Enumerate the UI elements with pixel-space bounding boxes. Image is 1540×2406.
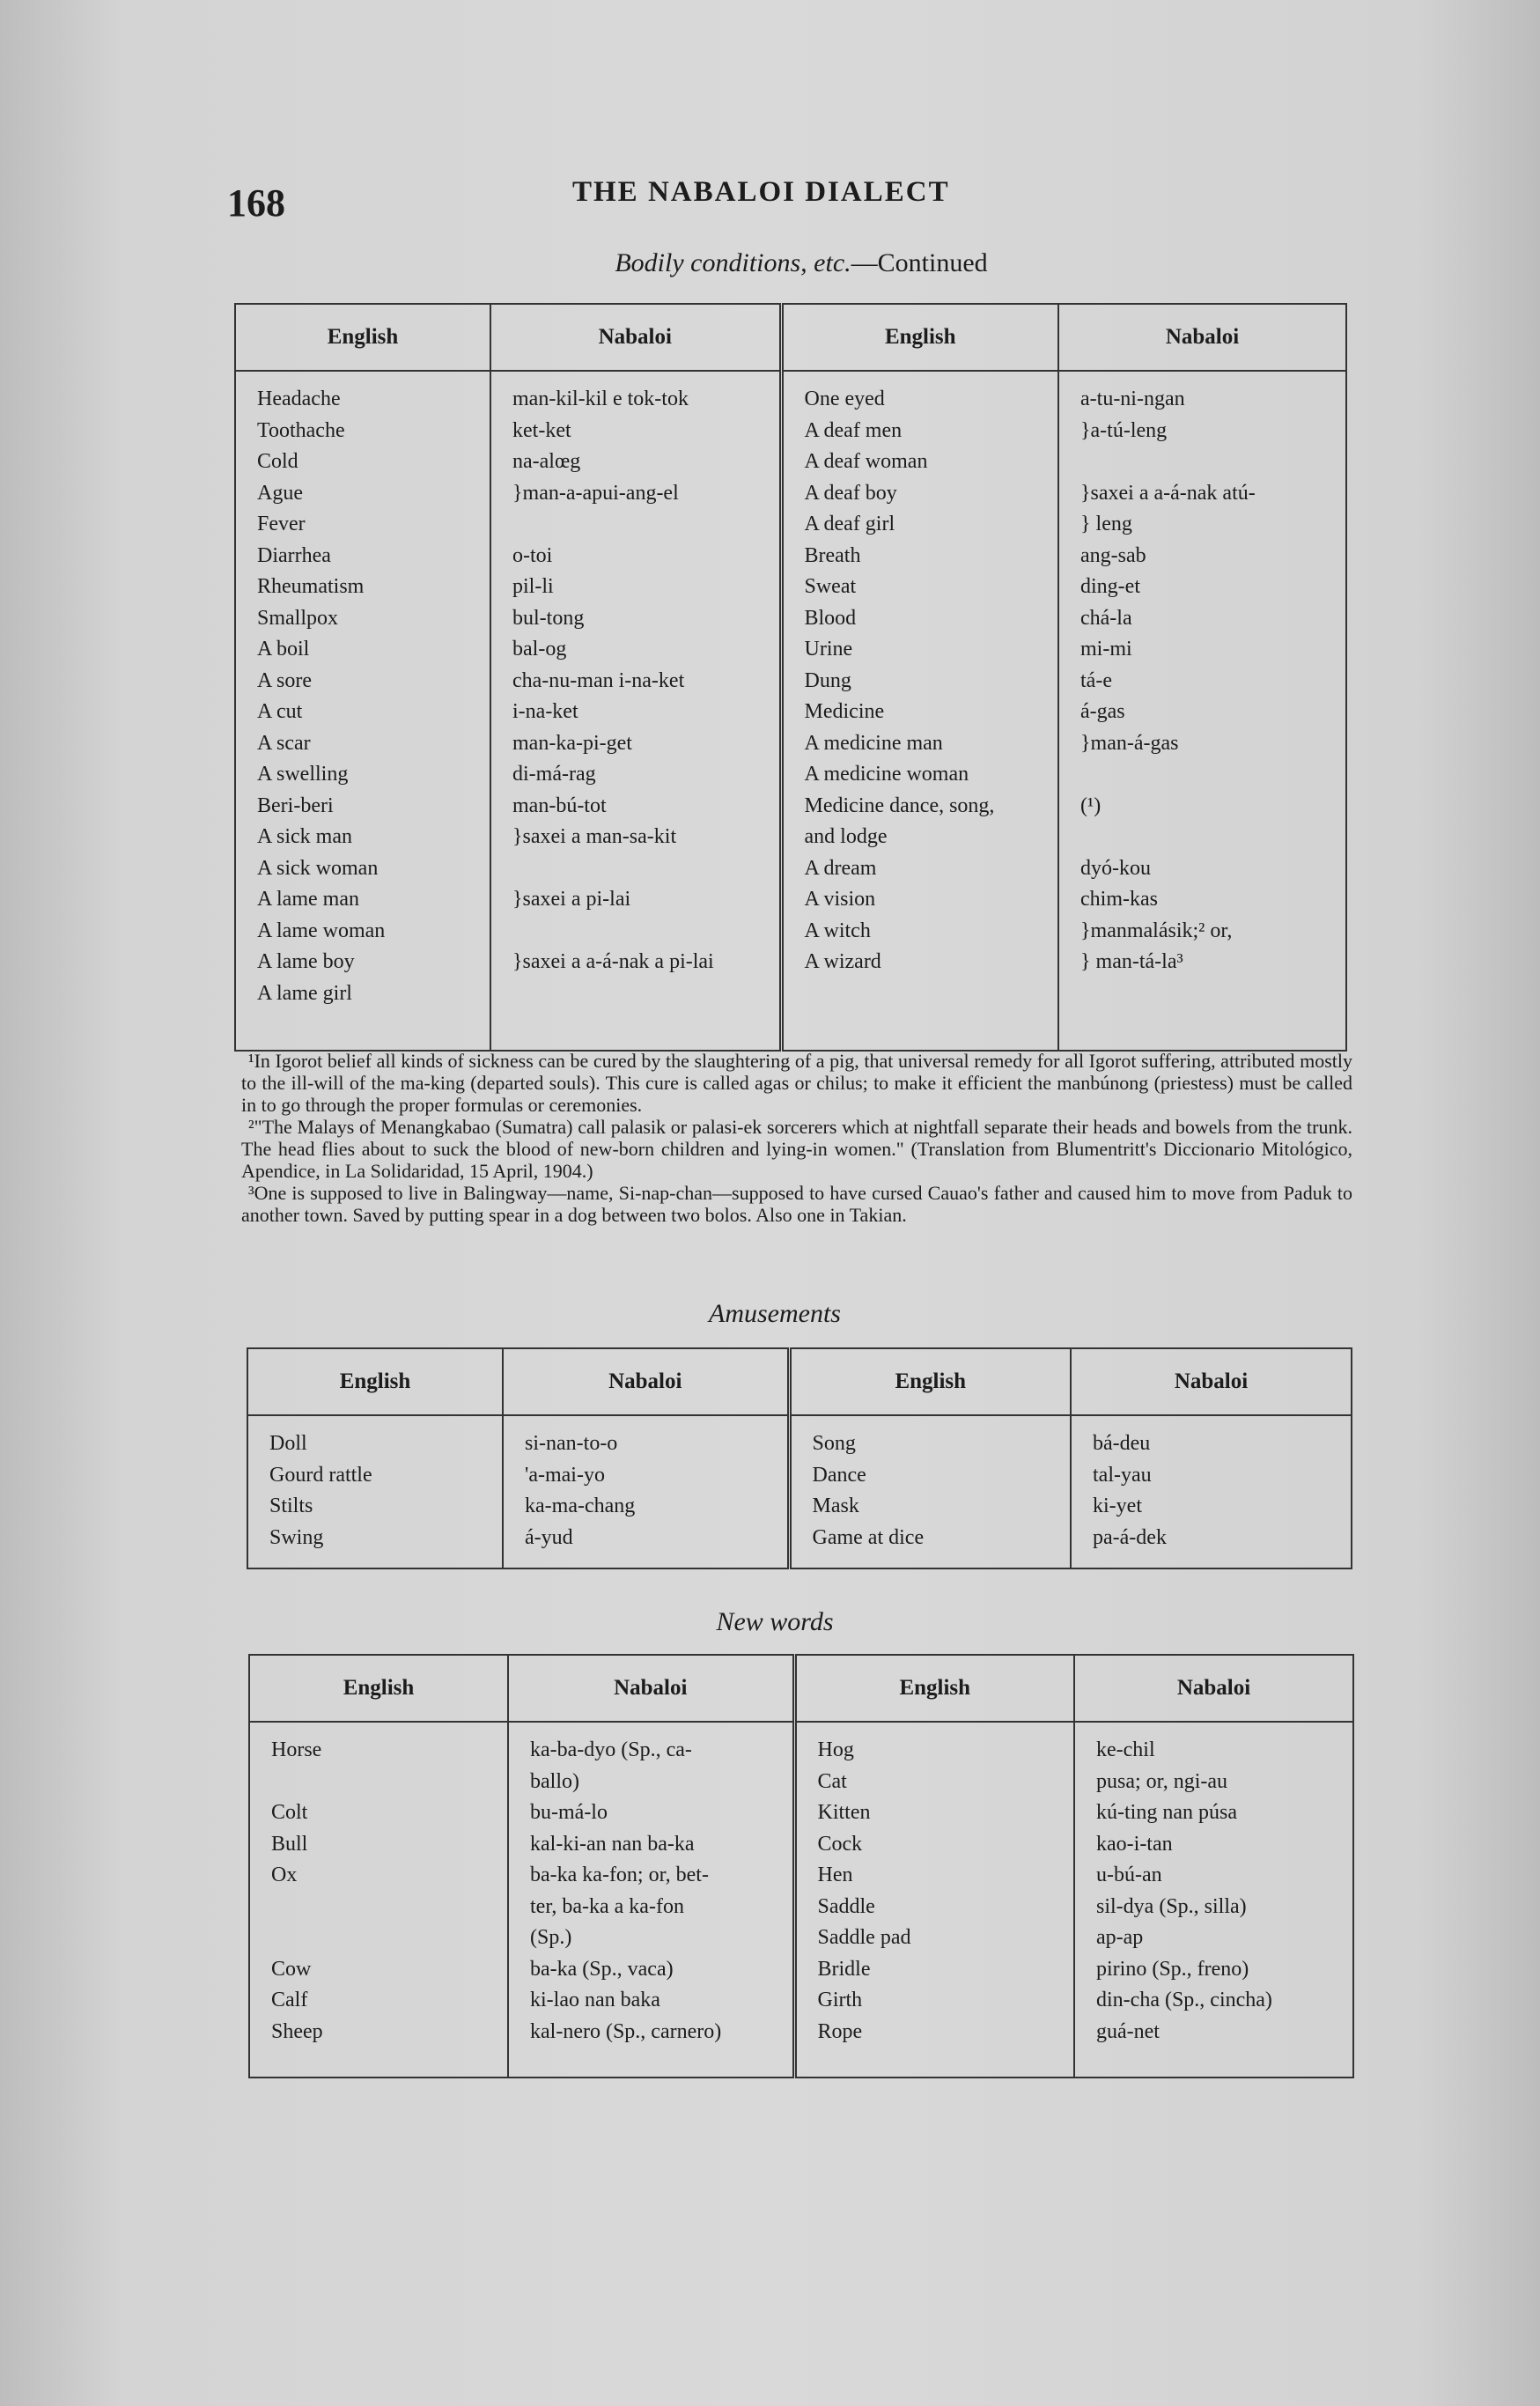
table-cell: Stilts [269, 1495, 313, 1517]
table-cell: Smallpox [257, 606, 339, 630]
table-cell: Rheumatism [257, 575, 365, 598]
table-cell: A vision [804, 888, 876, 911]
table-cell: A witch [804, 919, 871, 942]
table-cell: ba-ka (Sp., vaca) [530, 1957, 674, 1981]
nabaloi-column [490, 371, 781, 1051]
table-cell: Gourd rattle [269, 1463, 372, 1487]
table-cell: ter, ba-ka a ka-fon [530, 1894, 684, 1918]
table-cell: Ox [271, 1864, 298, 1886]
table-cell: Girth [817, 1989, 863, 2011]
table-body-row [235, 371, 1346, 1051]
table-header-row [247, 1348, 1352, 1415]
table-cell: } leng [1080, 513, 1132, 535]
table-cell: ba-ka ka-fon; or, bet- [530, 1864, 709, 1886]
nabaloi-column [508, 1722, 794, 2078]
table-cell: A boil [257, 638, 310, 661]
table-cell: }man-a-apui-ang-el [512, 481, 679, 505]
column-header: Nabaloi [508, 1655, 794, 1722]
section-title-amusements: Amusements [709, 1299, 841, 1328]
table-cell: ke-chil [1096, 1738, 1155, 1761]
table-cell: Colt [271, 1801, 308, 1824]
table-cell: Bridle [817, 1957, 871, 1981]
section-title-bodily-conditions [440, 248, 1162, 278]
column-header: English [781, 304, 1058, 371]
table-cell: Hen [817, 1864, 853, 1886]
table-cell: bul-tong [512, 606, 585, 630]
table-cell: A sick man [257, 825, 352, 848]
table-cell: mi-mi [1080, 638, 1132, 661]
table-cell: }man-á-gas [1080, 731, 1179, 755]
table-cell: ang-sab [1080, 543, 1146, 567]
table-cell [271, 1923, 495, 1954]
footnote: ³One is supposed to live in Balingway—name, Si-nap-chan—supposed to have cursed Cauao's father and caused him to move from Paduk to another town. Saved by putting spear in a dog between two bolos. Also one in Takian. [241, 1182, 1352, 1226]
table-cell: tal-yau [1093, 1463, 1152, 1487]
column-header: English [235, 304, 490, 371]
table-cell: A deaf woman [804, 450, 928, 473]
column-header: Nabaloi [1074, 1655, 1353, 1722]
table-cell: A medicine woman [804, 763, 969, 786]
table-cell: A lame man [257, 888, 359, 911]
table-cell [512, 978, 767, 1010]
table-cell: dyó-kou [1080, 856, 1151, 880]
table-cell: A deaf men [804, 418, 903, 442]
table-cell: Swing [269, 1525, 324, 1549]
nabaloi-column [503, 1415, 789, 1568]
table-cell: (¹) [1080, 793, 1102, 817]
nabaloi-column [1058, 371, 1346, 1051]
table-cell: kal-ki-an nan ba-ka [530, 1832, 695, 1856]
table-cell: bu-má-lo [530, 1801, 608, 1824]
table-cell: A lame girl [257, 981, 352, 1005]
table-cell: A sore [257, 668, 312, 692]
table-cell: kú-ting nan púsa [1096, 1801, 1237, 1824]
table-cell [271, 1892, 495, 1923]
table-cell: Kitten [817, 1801, 871, 1824]
table-cell: Saddle pad [817, 1926, 911, 1949]
table-cell: ballo) [530, 1769, 579, 1793]
table-cell: pa-á-dek [1093, 1525, 1167, 1549]
table-cell: bal-og [512, 638, 567, 661]
table-cell: a-tu-ni-ngan [1080, 387, 1185, 410]
table-cell: A lame woman [257, 919, 386, 942]
table-cell: A deaf girl [804, 513, 895, 535]
table-cell: kao-i-tan [1096, 1832, 1173, 1856]
table-cell: Sheep [271, 2019, 323, 2043]
column-header: English [794, 1655, 1074, 1722]
bodily-conditions-table [234, 303, 1347, 1052]
table-cell: si-nan-to-o [525, 1432, 618, 1455]
table-cell: }manmalásik;² or, [1080, 919, 1233, 942]
table-cell: Headache [257, 387, 341, 410]
table-cell: ding-et [1080, 575, 1140, 598]
table-cell: chim-kas [1080, 888, 1158, 911]
table-cell: sil-dya (Sp., silla) [1096, 1894, 1247, 1918]
table-cell: man-kil-kil e tok-tok [512, 387, 689, 410]
table-cell: Hog [817, 1738, 854, 1761]
table-cell [512, 916, 767, 948]
table-cell: Saddle [817, 1894, 875, 1918]
table-cell: }saxei a a-á-nak a pi-lai [512, 950, 714, 973]
table-cell: á-yud [525, 1525, 573, 1549]
table-cell: Fever [257, 513, 306, 535]
table-cell: Mask [812, 1495, 859, 1517]
table-cell: A swelling [257, 763, 349, 786]
continued-label: —Continued [851, 248, 988, 277]
footnote: ²"The Malays of Menangkabao (Sumatra) call palasik or palasi-ek sorcerers which at nightfall separate their heads and bowels from the trunk. The head flies about to suck the blood of new-born children and lying-in women." (Translation from Blumentritt's Diccionario Mitológico, Apendice, in La Solidaridad, 15 April, 1904.) [241, 1116, 1352, 1182]
english-column [235, 371, 490, 1051]
table-cell: }saxei a pi-lai [512, 888, 631, 911]
table-cell: Cock [817, 1832, 863, 1856]
column-header: English [789, 1348, 1071, 1415]
table-cell: bá-deu [1093, 1432, 1151, 1455]
table-cell: kal-nero (Sp., carnero) [530, 2019, 722, 2043]
table-cell: cha-nu-man i-na-ket [512, 668, 685, 692]
table-cell: pil-li [512, 575, 554, 598]
table-cell: Blood [804, 606, 857, 630]
table-cell: Cat [817, 1769, 847, 1793]
nabaloi-column [1074, 1722, 1353, 2078]
table-cell: pirino (Sp., freno) [1096, 1957, 1249, 1981]
table-cell: ka-ba-dyo (Sp., ca- [530, 1738, 692, 1761]
table-cell: One eyed [804, 387, 885, 410]
table-header-row [235, 304, 1346, 371]
column-header: English [249, 1655, 508, 1722]
table-cell: Medicine dance, song, [804, 793, 995, 817]
table-cell: man-bú-tot [512, 793, 607, 817]
table-header-row [249, 1655, 1353, 1722]
table-cell [271, 1767, 495, 1798]
table-cell: Dung [804, 668, 851, 692]
table-cell: Horse [271, 1738, 322, 1761]
nabaloi-column [1071, 1415, 1352, 1568]
column-header: Nabaloi [490, 304, 781, 371]
table-cell: di-má-rag [512, 763, 596, 786]
table-cell: ki-yet [1093, 1495, 1142, 1517]
table-cell: guá-net [1096, 2019, 1160, 2043]
table-cell: A deaf boy [804, 481, 897, 505]
table-cell: and lodge [804, 825, 888, 848]
table-cell: Calf [271, 1989, 308, 2011]
table-cell: A cut [257, 700, 303, 723]
table-cell: Cold [257, 450, 298, 473]
table-cell: Dance [812, 1463, 866, 1487]
table-cell: Sweat [804, 575, 857, 598]
amusements-table [247, 1347, 1352, 1569]
new-words-table [248, 1654, 1354, 2078]
table-cell [1080, 759, 1333, 791]
running-head: THE NABALOI DIALECT [572, 176, 950, 208]
table-cell: pusa; or, ngi-au [1096, 1769, 1228, 1793]
table-cell: Game at dice [812, 1525, 925, 1549]
english-column [249, 1722, 508, 2078]
table-cell: A scar [257, 731, 311, 755]
table-cell: A lame boy [257, 950, 355, 973]
table-cell: Urine [804, 638, 853, 661]
english-column [789, 1415, 1071, 1568]
table-cell: Diarrhea [257, 543, 331, 567]
table-cell: Doll [269, 1432, 307, 1455]
table-cell: }a-tú-leng [1080, 418, 1168, 442]
table-cell: Song [812, 1432, 856, 1455]
column-header: Nabaloi [1071, 1348, 1352, 1415]
page-number: 168 [227, 181, 285, 225]
table-cell: Beri-beri [257, 793, 334, 817]
table-cell: 'a-mai-yo [525, 1463, 605, 1487]
section-title-new-words: New words [716, 1607, 834, 1636]
english-column [781, 371, 1058, 1051]
table-cell [512, 509, 767, 541]
table-cell: ki-lao nan baka [530, 1989, 660, 2011]
footnotes [241, 1050, 1352, 1226]
table-cell: A dream [804, 856, 877, 880]
table-cell: u-bú-an [1096, 1864, 1162, 1886]
table-cell: }saxei a man-sa-kit [512, 825, 677, 848]
table-cell [1080, 822, 1333, 853]
english-column [247, 1415, 503, 1568]
table-cell: Bull [271, 1832, 308, 1856]
table-cell: o-toi [512, 543, 553, 567]
table-cell: Rope [817, 2019, 863, 2043]
footnote: ¹In Igorot belief all kinds of sickness can be cured by the slaughtering of a pig, that universal remedy for all Igorot suffering, attributed mostly to the ill-will of the ma-king (departed souls). This cure is called agas or chilus; to make it efficient the manbúnong (priestess) must be called in to go through the proper formulas or ceremonies. [241, 1050, 1352, 1116]
table-cell: Toothache [257, 418, 345, 442]
table-cell: A sick woman [257, 856, 379, 880]
table-cell: A medicine man [804, 731, 943, 755]
table-cell: } man-tá-la³ [1080, 950, 1183, 973]
table-cell: Cow [271, 1957, 312, 1981]
table-body-row [247, 1415, 1352, 1568]
table-cell: Breath [804, 543, 861, 567]
section-title-text: Bodily conditions, etc. [615, 248, 851, 277]
column-header: Nabaloi [503, 1348, 789, 1415]
table-cell: (Sp.) [530, 1926, 572, 1949]
table-cell: din-cha (Sp., cincha) [1096, 1989, 1272, 2011]
english-column [794, 1722, 1074, 2078]
table-cell: }saxei a a-á-nak atú- [1080, 481, 1256, 505]
table-cell: na-alœg [512, 450, 581, 473]
table-cell: i-na-ket [512, 700, 578, 723]
table-cell [512, 853, 767, 885]
table-cell: man-ka-pi-get [512, 731, 632, 755]
table-cell: Ague [257, 481, 303, 505]
table-cell: ket-ket [512, 418, 571, 442]
column-header: English [247, 1348, 503, 1415]
table-cell: ap-ap [1096, 1926, 1144, 1949]
table-cell: á-gas [1080, 700, 1125, 723]
table-cell: ka-ma-chang [525, 1495, 636, 1517]
table-cell: chá-la [1080, 606, 1132, 630]
table-body-row [249, 1722, 1353, 2078]
table-cell: A wizard [804, 950, 881, 973]
table-cell: tá-e [1080, 668, 1112, 692]
column-header: Nabaloi [1058, 304, 1346, 371]
table-cell: Medicine [804, 700, 885, 723]
table-cell [1080, 447, 1333, 478]
